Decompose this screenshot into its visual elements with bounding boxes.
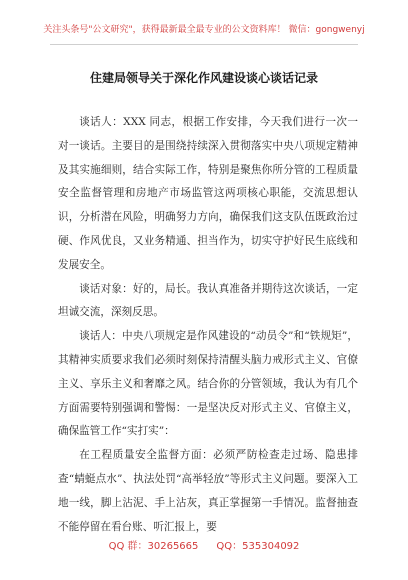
footer-qq: QQ：535304092: [216, 541, 300, 552]
paragraph: 谈话对象：好的，局长。我认真准备并期待这次谈话，一定坦诚交流，深刻反思。: [58, 282, 358, 319]
document-title: 住建局领导关于深化作风建设谈心谈话记录: [89, 71, 318, 85]
paragraph: 在工程质量安全监督方面：必须严防检查走过场、隐患排查“蜻蜓点水”、执法处罚“高举轻放”等形式主义问题。要深入工地一线，脚上沾泥、手上沾灰，真正掌握第一手情况。监督抽查不能停留在看台账、听汇报上，要: [58, 449, 358, 533]
footer-qq-group: QQ 群：30265665: [108, 541, 199, 552]
footer-contact: [0, 537, 408, 552]
paragraph: 谈话人：中央八项规定是作风建设的“动员令”和“铁规矩”，其精神实质要求我们必须时刻保持清醒头脑力戒形式主义、官僚主义、享乐主义和奢靡之风。结合你的分管领域，我认为有几个方面需要特别强调和警惕：一是坚决反对形式主义、官僚主义，确保监管工作“实打实”：: [58, 330, 358, 438]
paragraph: 谈话人：XXX 同志，根据工作安排，今天我们进行一次一对一谈话。主要目的是围绕持续深入贯彻落实中央八项规定精神及其实施细则，结合实际工作，特别是聚焦你所分管的工程质量安全监督管理和房地产市场监管这两项核心职能，交流思想认识，分析潜在风险，明确努力方向，确保我们这支队伍既政治过硬、作风优良，又业务精通、担当作为，切实守护好民生底线和发展安全。: [58, 116, 358, 271]
document-body: [58, 111, 358, 539]
header-note: 关注头条号"公文研究"，获得最新最全最专业的公文资料库！ 微信：gongwenyj: [43, 25, 365, 35]
header-divider: [50, 44, 358, 45]
